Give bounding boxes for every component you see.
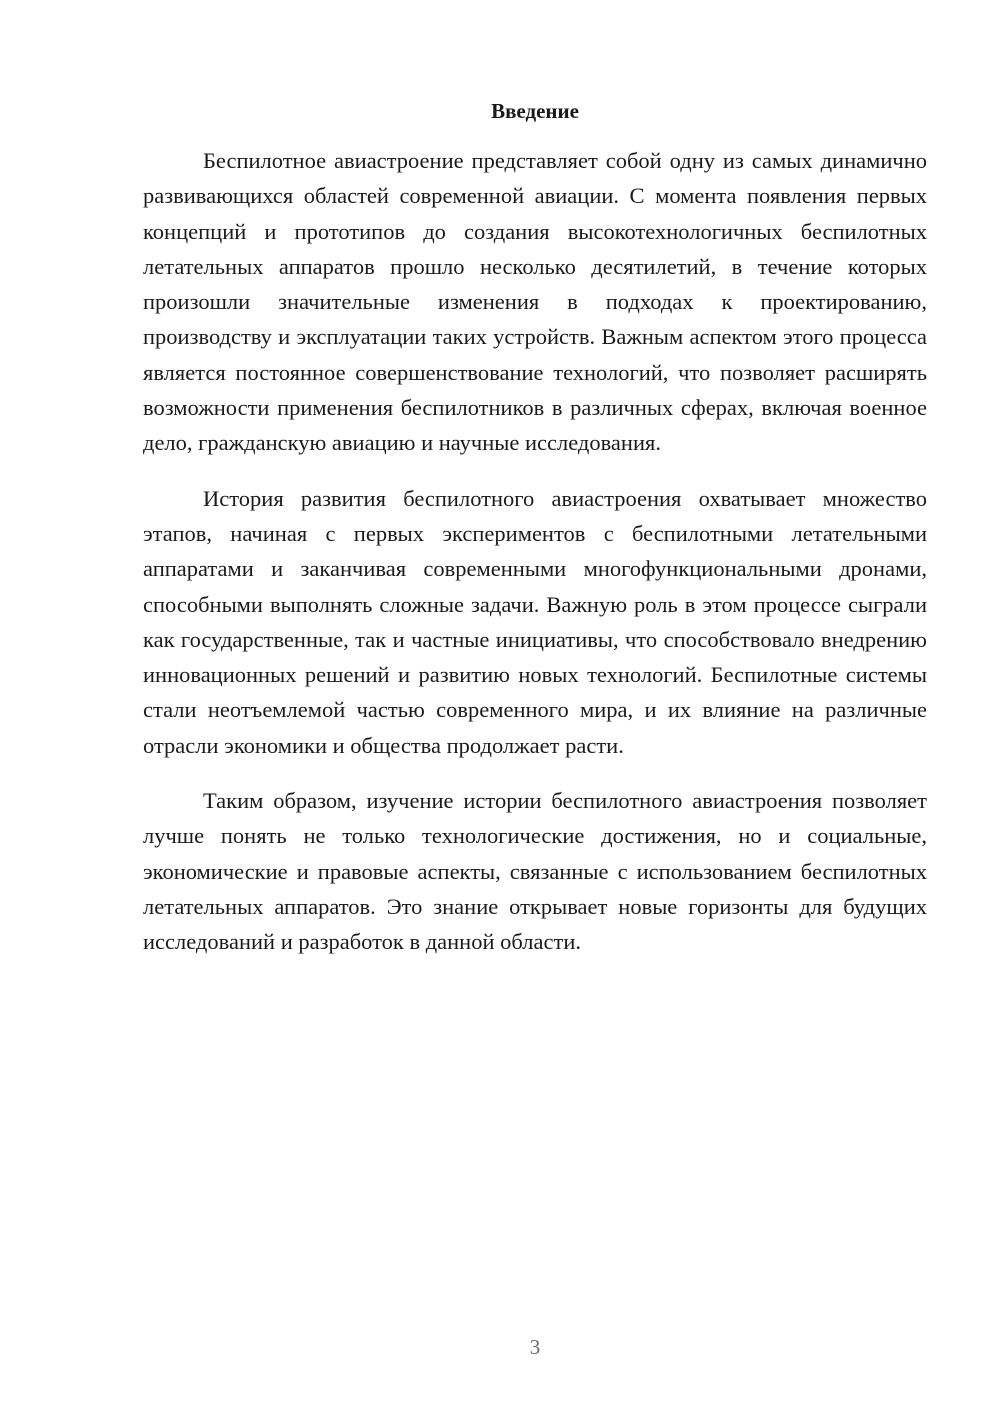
paragraph-2: История развития беспилотного авиастроения охватывает множество этапов, начиная с первых экспериментов с беспилотными летательными аппаратами и заканчивая современными многофункциональными дронами, способными выполнять сложные задачи. Важную роль в этом процессе сыграли как государственные, так и частные инициативы, что способствовало внедрению инновационных решений и развитию новых технологий. Беспилотные системы стали неотъемлемой частью современного мира, и их влияние на различные отрасли экономики и общества продолжает расти.	[143, 485, 927, 758]
paragraph-1: Беспилотное авиастроение представляет собой одну из самых динамично развивающихся областей современной авиации. С момента появления первых концепций и прототипов до создания высокотехнологичных беспилотных летательных аппаратов прошло несколько десятилетий, в течение которых произошли значительные изменения в подходах к проектированию, производству и эксплуатации таких устройств. Важным аспектом этого процесса является постоянное совершенствование технологий, что позволяет расширять возможности применения беспилотников в различных сферах, включая военное дело, гражданскую авиацию и научные исследования.	[143, 148, 927, 456]
body-text	[143, 143, 927, 980]
page-number: 3	[529, 1335, 541, 1359]
paragraph-3: Таким образом, изучение истории беспилотного авиастроения позволяет лучше понять не только технологические достижения, но и социальные, экономические и правовые аспекты, связанные с использованием беспилотных летательных аппаратов. Это знание открывает новые горизонты для будущих исследований и разработок в данной области.	[143, 788, 927, 955]
page-title: Введение	[491, 99, 579, 123]
